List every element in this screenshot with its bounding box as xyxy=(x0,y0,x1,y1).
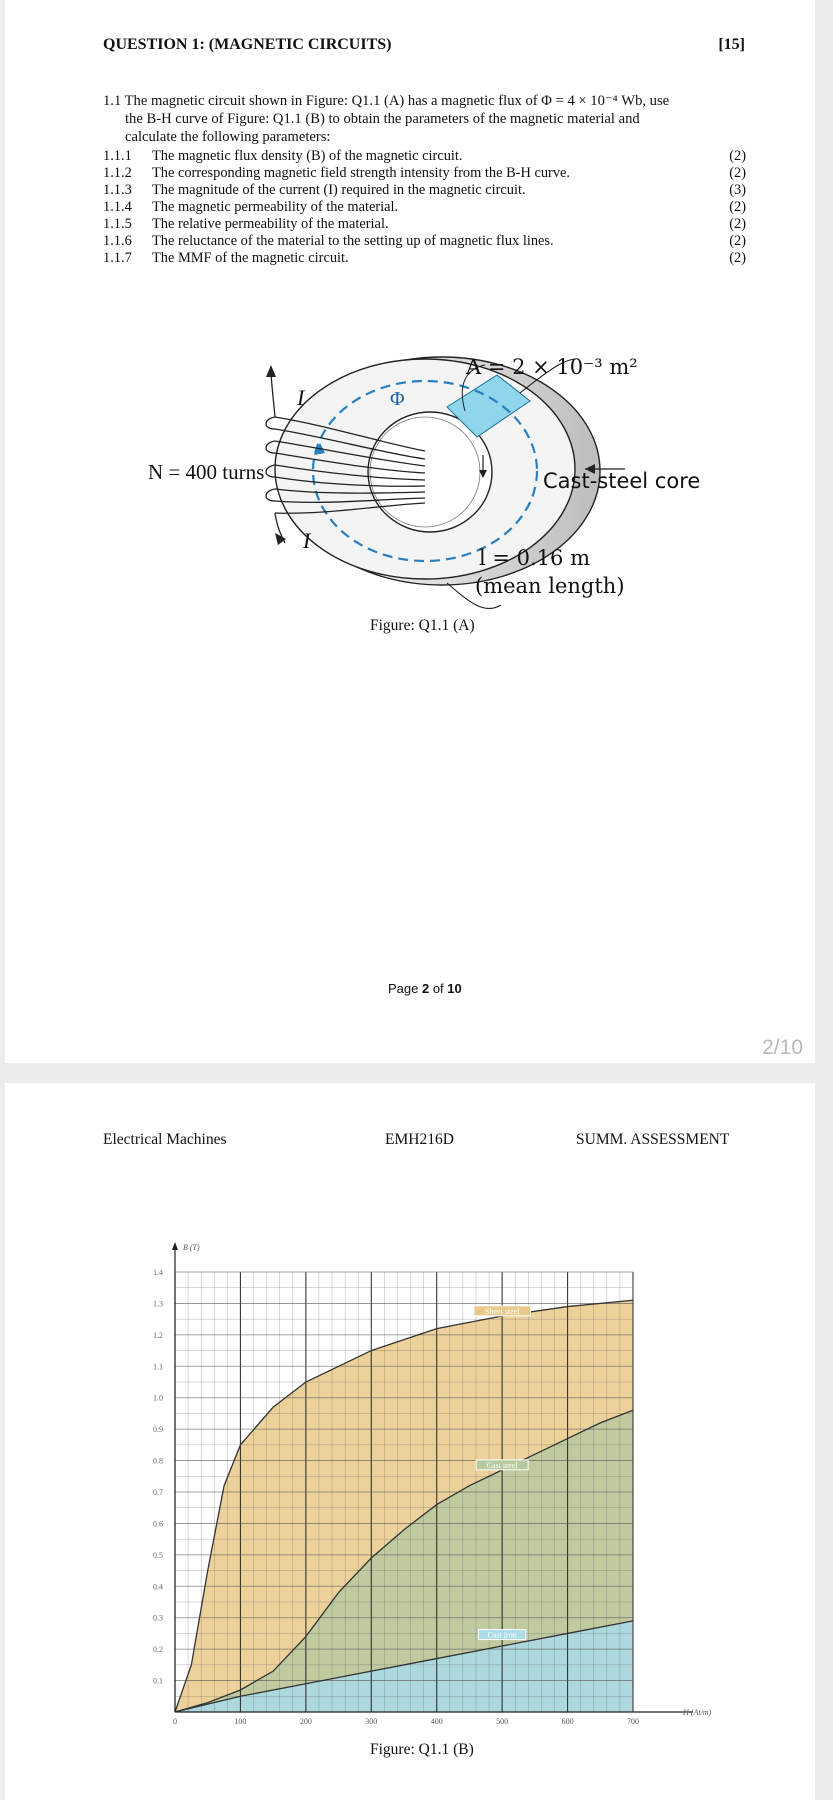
sub-question: 1.1.1 The magnetic flux density (B) of the magnetic circuit. xyxy=(103,148,463,164)
question-intro xyxy=(103,92,754,146)
y-tick-label: 0.8 xyxy=(153,1456,163,1466)
sub-question: 1.1.3 The magnitude of the current (I) required in the magnetic circuit. xyxy=(103,182,526,198)
y-axis-arrow xyxy=(172,1242,178,1250)
series-label: Cast iron xyxy=(487,1630,517,1640)
y-tick-label: 1.3 xyxy=(153,1299,163,1309)
sub-question-marks: (3) xyxy=(729,182,746,198)
y-axis-label: B (T) xyxy=(183,1243,200,1252)
sub-question: 1.1.4 The magnetic permeability of the material. xyxy=(103,199,399,215)
series-label: Sheet steel xyxy=(484,1306,520,1316)
core-label: Cast-steel core xyxy=(543,469,701,493)
bh-curve-chart xyxy=(120,1232,740,1732)
page-footer: Page 2 of 10 xyxy=(388,981,462,996)
phi-label: Φ xyxy=(390,388,405,410)
x-tick-label: 0 xyxy=(173,1717,177,1726)
length-label: l = 0.16 m xyxy=(479,546,591,570)
sub-question: 1.1.2 The corresponding magnetic field strength intensity from the B-H curve. xyxy=(103,165,571,181)
intro-line-1: 1.1 The magnetic circuit shown in Figure: Q1.1 (A) has a magnetic flux of Φ = 4 × 10⁻⁴ Wb, use xyxy=(103,93,670,109)
x-tick-label: 400 xyxy=(430,1717,443,1726)
sub-question: 1.1.5 The relative permeability of the material. xyxy=(103,216,389,232)
header-code: EMH216D xyxy=(385,1131,454,1148)
header-assessment: SUMM. ASSESSMENT xyxy=(576,1131,730,1148)
current-label-top: I xyxy=(297,385,305,410)
turns-label: N = 400 turns xyxy=(148,460,265,484)
y-tick-label: 1.1 xyxy=(153,1362,163,1372)
sub-question-marks: (2) xyxy=(729,216,746,232)
page-counter: 2/10 xyxy=(762,1036,803,1059)
area-label: A = 2 × 10⁻³ m² xyxy=(466,355,638,379)
sub-question-marks: (2) xyxy=(729,165,746,181)
y-tick-label: 1.2 xyxy=(153,1330,163,1340)
current-lead-top xyxy=(271,370,275,417)
intro-line-2: the B-H curve of Figure: Q1.1 (B) to obtain the parameters of the magnetic material and xyxy=(125,111,640,127)
question-marks: [15] xyxy=(718,36,745,53)
y-tick-label: 0.4 xyxy=(153,1582,163,1592)
intro-line-3: calculate the following parameters: xyxy=(125,129,331,145)
y-tick-label: 0.2 xyxy=(153,1645,163,1655)
x-tick-label: 300 xyxy=(365,1717,378,1726)
document-page-1 xyxy=(5,0,815,1063)
x-tick-label: 700 xyxy=(627,1717,639,1726)
x-axis-label: H (At/m) xyxy=(683,1708,712,1717)
y-tick-label: 1.4 xyxy=(153,1268,163,1277)
mean-length-label: (mean length) xyxy=(475,574,625,598)
sub-question: 1.1.6 The reluctance of the material to the setting up of magnetic flux lines. xyxy=(103,233,554,249)
figure-b-caption: Figure: Q1.1 (B) xyxy=(370,1741,474,1758)
figure-a-caption: Figure: Q1.1 (A) xyxy=(370,617,475,634)
question-title: QUESTION 1: (MAGNETIC CIRCUITS) xyxy=(103,36,392,53)
y-tick-label: 0.5 xyxy=(153,1550,163,1560)
sub-question: 1.1.7 The MMF of the magnetic circuit. xyxy=(103,250,349,266)
sub-question-marks: (2) xyxy=(729,233,746,249)
series-label: Cast steel xyxy=(486,1460,518,1470)
x-tick-label: 100 xyxy=(234,1717,247,1726)
x-tick-label: 200 xyxy=(299,1717,312,1726)
sub-question-marks: (2) xyxy=(729,250,746,266)
y-tick-label: 0.3 xyxy=(153,1613,163,1623)
x-tick-label: 600 xyxy=(561,1717,574,1726)
y-tick-label: 0.6 xyxy=(153,1519,163,1529)
sub-question-marks: (2) xyxy=(729,199,746,215)
sub-question-marks: (2) xyxy=(729,148,746,164)
y-tick-label: 0.7 xyxy=(153,1488,163,1497)
header-course: Electrical Machines xyxy=(103,1131,227,1148)
current-label-bottom: I xyxy=(303,528,311,553)
x-tick-label: 500 xyxy=(496,1717,509,1726)
y-tick-label: 0.1 xyxy=(153,1676,163,1686)
y-tick-label: 0.9 xyxy=(153,1425,163,1435)
y-tick-label: 1.0 xyxy=(153,1393,163,1403)
